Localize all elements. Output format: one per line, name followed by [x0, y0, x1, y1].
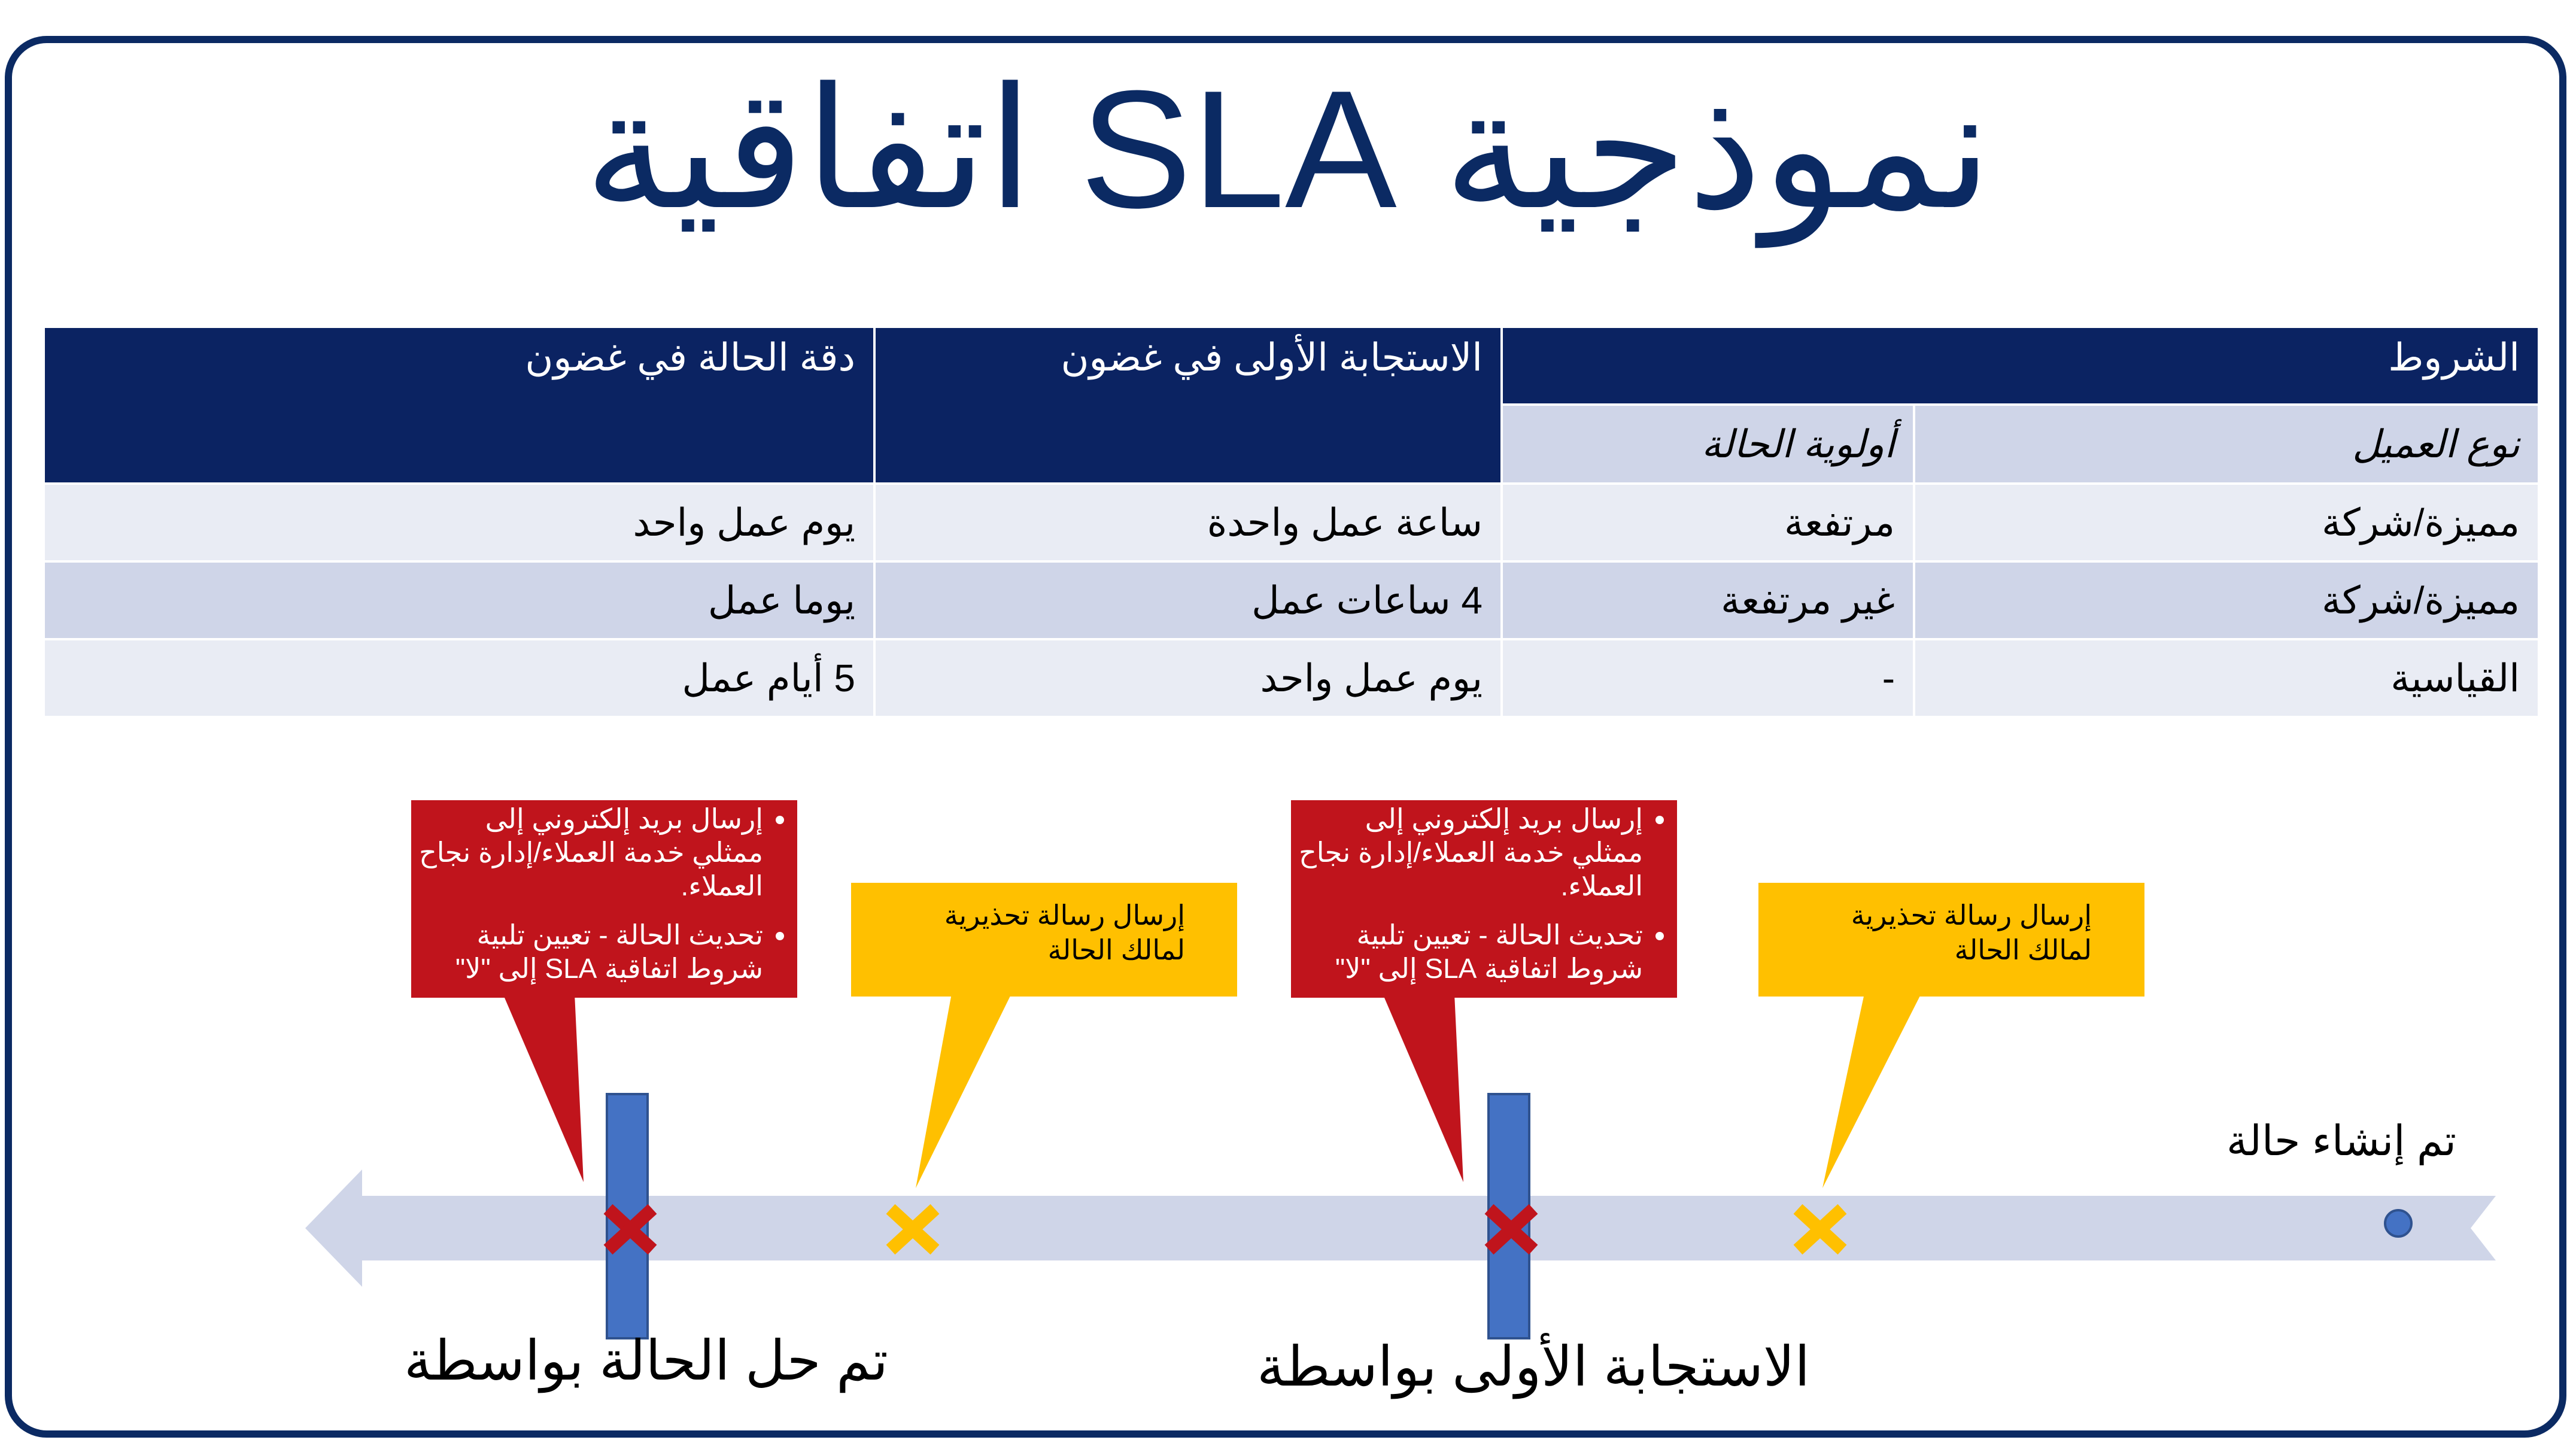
- case-resolved-label: تم حل الحالة بواسطة: [404, 1330, 888, 1392]
- row1-resolution: يوم عمل واحد: [45, 485, 873, 560]
- page-title: نموذجية SLA اتفاقية: [584, 56, 1992, 243]
- header-first-response: الاستجابة الأولى في غضون: [876, 328, 1500, 482]
- row3-first-response: يوم عمل واحد: [876, 640, 1500, 716]
- breach-callout-right-pointer: [1383, 994, 1463, 1182]
- row3-customer-type: القياسية: [1915, 640, 2538, 716]
- row1-customer-type: مميزة/شركة: [1915, 485, 2538, 560]
- header-terms: الشروط: [1503, 328, 2538, 403]
- warning-callout-right-text: إرسال رسالة تحذيرية لمالك الحالة: [1851, 900, 2092, 965]
- case-created-label: تم إنشاء حالة: [2226, 1117, 2457, 1164]
- warning-callout-left-pointer: [916, 994, 1011, 1188]
- subheader-case-priority: أولوية الحالة: [1503, 406, 1913, 482]
- row2-first-response: 4 ساعات عمل: [876, 563, 1500, 638]
- breach-bullet-email: • إرسال بريد إلكتروني إلى ممثلي خدمة العملاء/إدارة نجاح العملاء.: [1296, 802, 1643, 903]
- row2-priority: غير مرتفعة: [1503, 563, 1913, 638]
- breach-bullet-update: • تحديث الحالة - تعيين تلبية شروط اتفاقية SLA إلى "لا": [1296, 918, 1643, 985]
- row2-resolution: يوما عمل: [45, 563, 873, 638]
- breach-bullet-email: • إرسال بريد إلكتروني إلى ممثلي خدمة العملاء/إدارة نجاح العملاء.: [416, 802, 763, 903]
- breach-callout-right-text: [1296, 802, 1673, 1001]
- breach-bullet-update: • تحديث الحالة - تعيين تلبية شروط اتفاقية SLA إلى "لا": [416, 918, 763, 985]
- warning-callout-left-text: إرسال رسالة تحذيرية لمالك الحالة: [944, 900, 1185, 965]
- breach-callout-left-pointer: [503, 994, 584, 1182]
- header-resolution: دقة الحالة في غضون: [45, 328, 873, 482]
- row3-resolution: 5 أيام عمل: [45, 640, 873, 716]
- blue-dot-icon: [2385, 1210, 2411, 1237]
- row3-priority: -: [1503, 640, 1913, 716]
- warning-callout-right-pointer: [1822, 994, 1921, 1188]
- breach-callout-left-text: [416, 802, 793, 1001]
- subheader-customer-type: نوع العميل: [1915, 406, 2538, 482]
- row2-customer-type: مميزة/شركة: [1915, 563, 2538, 638]
- first-response-label: الاستجابة الأولى بواسطة: [1257, 1336, 1811, 1398]
- row1-priority: مرتفعة: [1503, 485, 1913, 560]
- row1-first-response: ساعة عمل واحدة: [876, 485, 1500, 560]
